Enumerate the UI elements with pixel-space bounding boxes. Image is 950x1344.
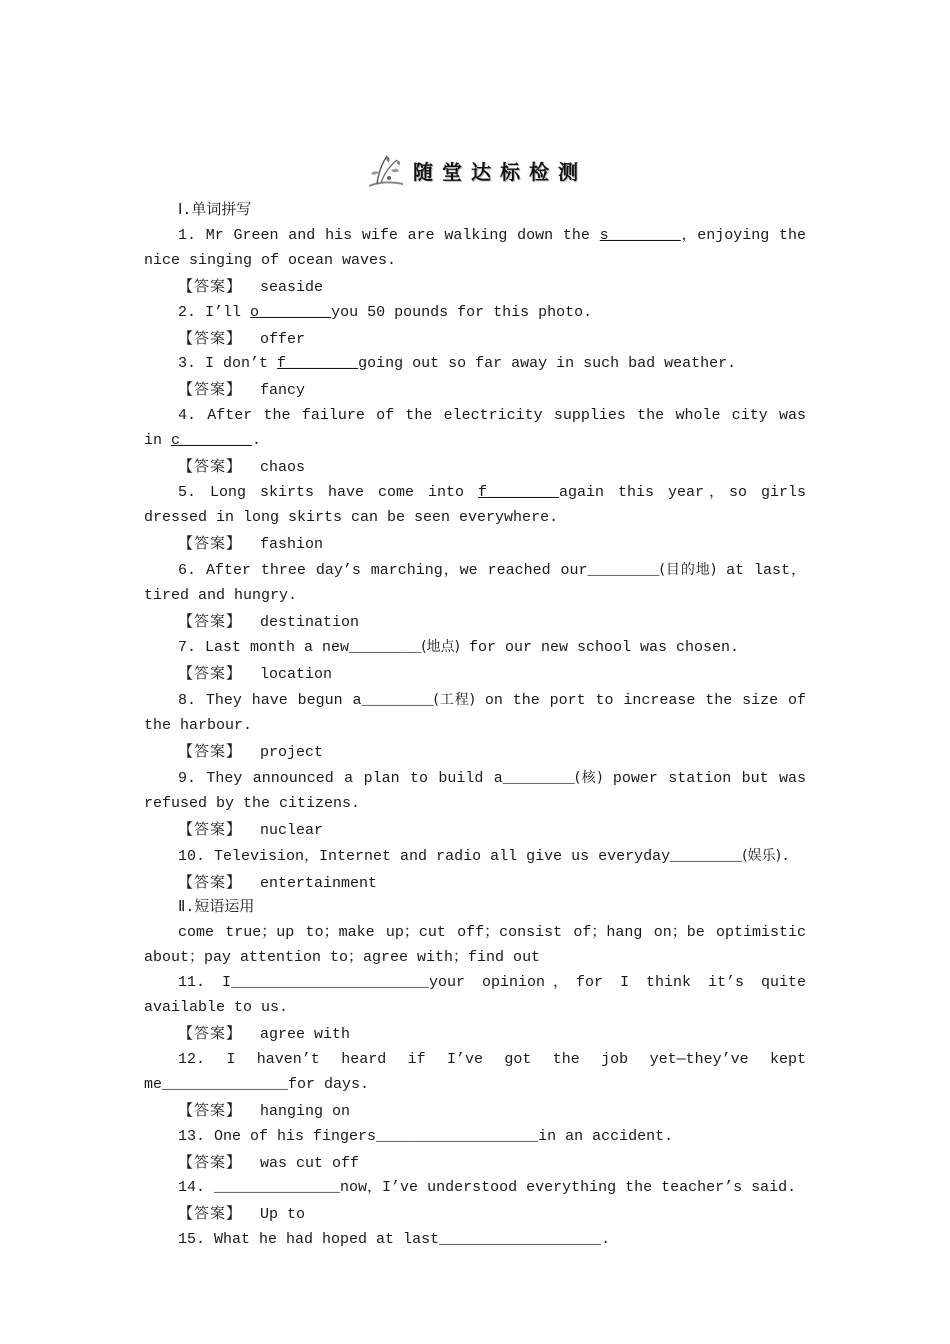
answer-label: 【答案】 bbox=[178, 819, 243, 838]
answer-value: fancy bbox=[260, 382, 306, 400]
section-heading-i: Ⅰ.单词拼写 bbox=[178, 202, 252, 219]
answer-label: 【答案】 bbox=[178, 457, 243, 476]
answer-row bbox=[144, 739, 806, 766]
answer-label: 【答案】 bbox=[178, 1100, 243, 1119]
question-text: One of his fingers__________________in an accident. bbox=[214, 1127, 674, 1145]
question-text: They have begun a________ bbox=[205, 692, 434, 710]
question-item bbox=[144, 1125, 806, 1150]
question-text-tail: going out so far away in such bad weather. bbox=[358, 355, 737, 373]
question-number: 8. bbox=[178, 692, 197, 710]
answer-row bbox=[144, 817, 806, 844]
answer-label: 【答案】 bbox=[178, 1152, 243, 1171]
answer-value: offer bbox=[260, 330, 306, 348]
question-text-tail: on the port to increase the size of the harbour. bbox=[144, 692, 815, 735]
question-text-tail: power station but was refused by the citizens. bbox=[144, 769, 815, 812]
question-text: They announced a plan to build a________ bbox=[206, 769, 575, 787]
question-text-tail: for our new school was chosen. bbox=[460, 639, 740, 657]
question-text-tail: you 50 pounds for this photo. bbox=[331, 303, 593, 321]
chinese-hint: (核) bbox=[574, 769, 603, 786]
answer-label: 【答案】 bbox=[178, 664, 243, 683]
question-number: 5. bbox=[178, 483, 197, 501]
question-text: I______________________your opinion，for I think it’s quite available to us. bbox=[144, 974, 816, 1017]
question-text: I’ll bbox=[205, 303, 251, 321]
answer-row bbox=[144, 661, 806, 688]
answer-value: seaside bbox=[260, 278, 324, 296]
question-text-tail: at last，tired and hungry. bbox=[144, 561, 806, 604]
question-text-tail: ，enjoying the nice singing of ocean waves. bbox=[144, 226, 815, 269]
answer-label: 【答案】 bbox=[178, 328, 243, 347]
answer-row bbox=[144, 274, 806, 301]
phrase-bank-line-2: pay attention to；agree with；find out bbox=[204, 949, 541, 967]
answer-value: fashion bbox=[260, 535, 324, 553]
answer-blank: f________ bbox=[478, 483, 560, 501]
answer-label: 【答案】 bbox=[178, 380, 243, 399]
answer-label: 【答案】 bbox=[178, 742, 243, 761]
question-number: 4. bbox=[178, 407, 197, 425]
question-number: 12. bbox=[178, 1050, 206, 1068]
answer-label: 【答案】 bbox=[178, 872, 243, 891]
answer-value: destination bbox=[260, 613, 360, 631]
question-text: Last month a new________ bbox=[205, 639, 422, 657]
answer-label: 【答案】 bbox=[178, 1024, 243, 1042]
question-item bbox=[144, 1048, 815, 1098]
section-heading-ii: Ⅱ.短语运用 bbox=[178, 899, 255, 917]
answer-value: location bbox=[260, 666, 333, 684]
question-number: 14. bbox=[178, 1179, 206, 1197]
answer-label: 【答案】 bbox=[178, 1204, 243, 1223]
question-item bbox=[144, 1228, 806, 1253]
question-text: Mr Green and his wife are walking down the bbox=[205, 226, 600, 244]
question-text: What he had hoped at last__________________. bbox=[214, 1231, 611, 1249]
answer-blank: f________ bbox=[277, 355, 359, 373]
question-text: Long skirts have come into bbox=[210, 483, 478, 501]
answer-row bbox=[144, 1201, 806, 1228]
answer-blank: o________ bbox=[250, 303, 332, 321]
answer-value: hanging on bbox=[260, 1102, 351, 1120]
answer-row bbox=[144, 1150, 806, 1177]
question-item bbox=[144, 971, 816, 1021]
answer-value: was cut off bbox=[260, 1154, 360, 1172]
section-header bbox=[0, 150, 950, 194]
answer-label: 【答案】 bbox=[178, 611, 243, 630]
phrase-bank bbox=[144, 921, 816, 971]
chinese-hint: (目的地) bbox=[659, 561, 717, 578]
question-text-tail: . bbox=[781, 847, 791, 865]
answer-row bbox=[144, 326, 806, 353]
question-item bbox=[144, 1176, 806, 1201]
question-text: After the failure of the electricity supplies the whole city was in bbox=[144, 407, 816, 450]
question-number: 11. bbox=[178, 974, 206, 992]
chinese-hint: (地点) bbox=[421, 639, 461, 656]
question-text: I don’t bbox=[205, 355, 278, 373]
phrase-bank-line-1: come true；up to；make up；cut off；consist of；hang on；be optimistic about； bbox=[144, 924, 816, 967]
answer-row bbox=[144, 609, 806, 636]
question-text-tail: again this year，so girls dressed in long skirts can be seen everywhere. bbox=[144, 483, 816, 526]
question-text-tail: . bbox=[252, 432, 262, 450]
question-number: 15. bbox=[178, 1231, 206, 1249]
answer-row bbox=[144, 377, 806, 404]
question-item bbox=[144, 352, 806, 377]
answer-row bbox=[144, 531, 806, 558]
plant-sketch-icon bbox=[363, 150, 407, 190]
answer-value: agree with bbox=[260, 1026, 351, 1043]
answer-label: 【答案】 bbox=[178, 533, 243, 552]
question-item bbox=[144, 844, 806, 870]
question-text: I haven’t heard if I’ve got the job yet—they’ve kept me______________for days. bbox=[144, 1050, 815, 1093]
answer-row bbox=[144, 454, 806, 481]
question-item bbox=[144, 224, 815, 274]
question-number: 1. bbox=[178, 226, 197, 244]
question-number: 3. bbox=[178, 355, 197, 373]
answer-label: 【答案】 bbox=[178, 276, 243, 295]
exercise-content bbox=[144, 199, 816, 1253]
question-text: After three day’s marching，we reached our________ bbox=[205, 561, 660, 579]
question-text: ______________now，I’ve understood everything the teacher’s said. bbox=[214, 1179, 797, 1197]
answer-value: chaos bbox=[260, 459, 306, 477]
question-number: 13. bbox=[178, 1127, 206, 1145]
answer-value: Up to bbox=[260, 1206, 306, 1224]
answer-blank: s________ bbox=[599, 226, 681, 244]
chinese-hint: (娱乐) bbox=[742, 847, 782, 864]
question-item bbox=[144, 404, 816, 454]
answer-row bbox=[144, 1098, 806, 1125]
question-item bbox=[144, 301, 806, 326]
question-number: 2. bbox=[178, 303, 197, 321]
question-item bbox=[144, 558, 806, 609]
question-text: Television，Internet and radio all give us everyday________ bbox=[214, 847, 743, 865]
answer-value: entertainment bbox=[260, 874, 378, 892]
chinese-hint: (工程) bbox=[433, 692, 476, 709]
question-number: 9. bbox=[178, 769, 197, 787]
question-number: 7. bbox=[178, 639, 197, 657]
question-item bbox=[144, 688, 815, 739]
question-number: 6. bbox=[178, 561, 197, 579]
page-title: 随堂达标检测 bbox=[413, 159, 587, 184]
question-item bbox=[144, 635, 806, 661]
answer-row bbox=[144, 1021, 806, 1048]
answer-blank: c________ bbox=[171, 432, 253, 450]
question-number: 10. bbox=[178, 847, 206, 865]
answer-value: project bbox=[260, 744, 324, 762]
answer-value: nuclear bbox=[260, 821, 324, 839]
question-item bbox=[144, 481, 816, 531]
answer-row bbox=[144, 870, 806, 897]
question-item bbox=[144, 766, 815, 817]
